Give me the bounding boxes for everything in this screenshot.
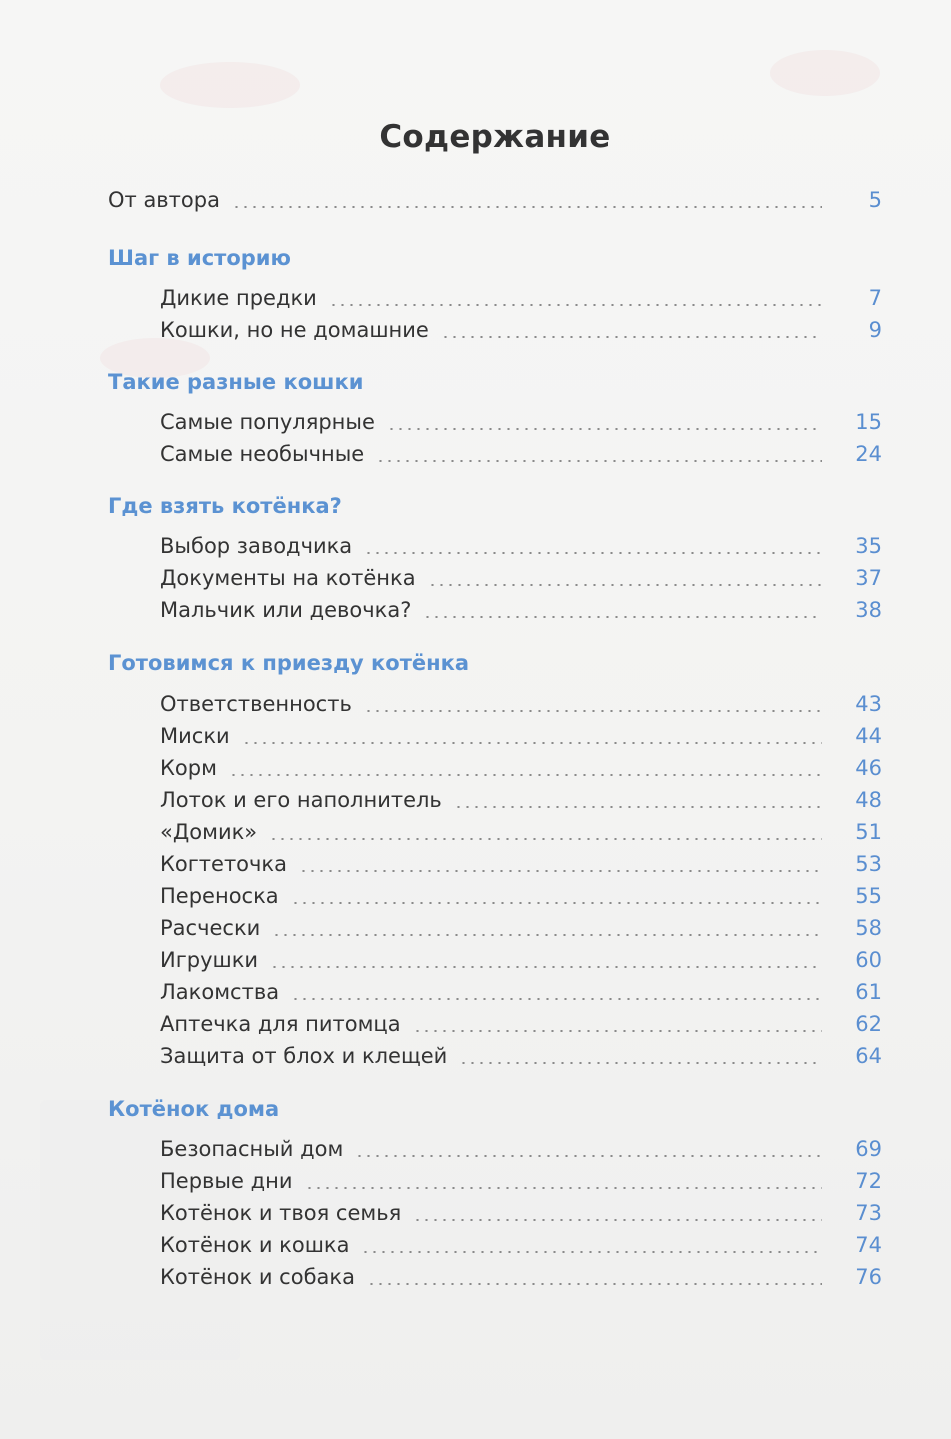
leader-dots [229,774,822,776]
leader-dots [329,304,822,306]
leader-dots [364,710,822,712]
toc-entry-label: Корм [160,756,217,780]
toc-entry-page: 44 [855,724,882,748]
toc-entry[interactable] [0,594,951,626]
toc-entry-page: 58 [855,916,882,940]
toc-entry-label: Котёнок и собака [160,1265,355,1289]
leader-dots [454,806,822,808]
toc-entry-label: Самые популярные [160,410,375,434]
leader-dots [291,998,822,1000]
toc-entry-label: Кошки, но не домашние [160,318,429,342]
section-heading[interactable]: Готовимся к приезду котёнка [108,651,470,675]
toc-entry[interactable] [0,912,951,944]
toc-entry[interactable] [0,816,951,848]
section-heading[interactable]: Такие разные кошки [108,370,364,394]
leader-dots [270,966,822,968]
toc-entry-page: 74 [855,1233,882,1257]
toc-entry-label: Безопасный дом [160,1137,344,1161]
leader-dots [376,460,822,462]
leader-dots [367,1283,822,1285]
toc-entry-page: 51 [855,820,882,844]
leader-dots [364,552,822,554]
toc-entry-label: Выбор заводчика [160,534,353,558]
toc-entry[interactable] [0,944,951,976]
page-title: Содержание [379,118,611,155]
toc-entry-label: Лакомства [160,980,280,1004]
toc-entry-page: 53 [855,852,882,876]
toc-entry-page: 72 [855,1169,882,1193]
toc-entry-label: Игрушки [160,948,259,972]
toc-entry-label: «Домик» [160,820,258,844]
toc-entry-page: 76 [855,1265,882,1289]
toc-entry[interactable] [0,752,951,784]
toc-entry[interactable] [0,1197,951,1229]
toc-entry[interactable] [0,976,951,1008]
leader-dots [441,336,822,338]
toc-entry-page: 35 [855,534,882,558]
toc-entry[interactable] [0,784,951,816]
leader-dots [387,428,822,430]
leader-dots [423,616,822,618]
leader-dots [299,870,822,872]
toc-entry-label: Документы на котёнка [160,566,416,590]
toc-entry[interactable] [0,1165,951,1197]
toc-entry-page: 62 [855,1012,882,1036]
toc-entry-label: От автора [108,188,220,212]
leader-dots [269,838,822,840]
toc-entry[interactable] [0,880,951,912]
leader-dots [428,584,822,586]
leader-dots [305,1187,823,1189]
toc-entry[interactable] [0,314,951,346]
toc-entry-label: Миски [160,724,230,748]
toc-entry[interactable] [0,688,951,720]
toc-entry-page: 48 [855,788,882,812]
toc-entry-page: 55 [855,884,882,908]
toc-entry[interactable] [0,1008,951,1040]
toc-entry-page: 73 [855,1201,882,1225]
toc-entry-intro[interactable] [0,184,951,216]
leader-dots [232,206,822,208]
toc-entry-page: 24 [855,442,882,466]
toc-entry-page: 60 [855,948,882,972]
toc-entry[interactable] [0,848,951,880]
toc-entry-page: 38 [855,598,882,622]
toc-entry-page: 15 [855,410,882,434]
toc-entry-label: Лоток и его наполнитель [160,788,442,812]
toc-entry-label: Котёнок и кошка [160,1233,350,1257]
toc-entry-label: Ответственность [160,692,352,716]
toc-entry-page: 46 [855,756,882,780]
leader-dots [242,742,822,744]
toc-entry-label: Когтеточка [160,852,287,876]
toc-entry[interactable] [0,1133,951,1165]
toc-entry-page: 7 [868,286,882,310]
toc-entry-label: Аптечка для питомца [160,1012,401,1036]
section-heading[interactable]: Котёнок дома [108,1097,280,1121]
toc-entry[interactable] [0,1261,951,1293]
toc-entry-label: Самые необычные [160,442,365,466]
toc-entry[interactable] [0,562,951,594]
toc-entry[interactable] [0,1040,951,1072]
leader-dots [459,1062,822,1064]
section-heading[interactable]: Где взять котёнка? [108,494,342,518]
leader-dots [355,1155,822,1157]
toc-entry[interactable] [0,438,951,470]
toc-entry-label: Котёнок и твоя семья [160,1201,402,1225]
toc-entry-label: Первые дни [160,1169,293,1193]
toc-entry[interactable] [0,282,951,314]
toc-entry-label: Защита от блох и клещей [160,1044,448,1068]
toc-entry-label: Дикие предки [160,286,317,310]
toc-entry-page: 9 [868,318,882,342]
leader-dots [413,1030,822,1032]
leader-dots [413,1219,822,1221]
toc-entry[interactable] [0,406,951,438]
toc-entry-label: Мальчик или девочка? [160,598,412,622]
toc-entry-page: 69 [855,1137,882,1161]
leader-dots [291,902,822,904]
toc-entry-page: 64 [855,1044,882,1068]
toc-entry-page: 43 [855,692,882,716]
toc-entry-label: Переноска [160,884,279,908]
toc-entry-label: Расчески [160,916,261,940]
leader-dots [361,1251,822,1253]
toc-entry[interactable] [0,1229,951,1261]
section-heading[interactable]: Шаг в историю [108,246,291,270]
leader-dots [272,934,822,936]
toc-entry-page: 37 [855,566,882,590]
toc-entry[interactable] [0,530,951,562]
toc-entry[interactable] [0,720,951,752]
toc-entry-page: 5 [868,188,882,212]
toc-entry-page: 61 [855,980,882,1004]
